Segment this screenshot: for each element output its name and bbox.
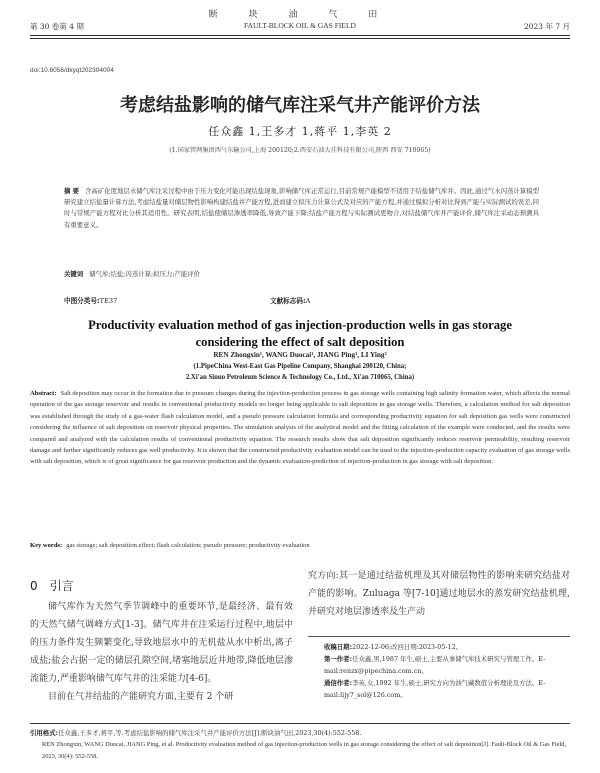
- footnote-rule: [308, 636, 570, 637]
- body-paragraph: 储气库作为天然气季节调峰中的重要环节,是最经济、最有效的天然气储气调峰方式[1-3]。储气库井在注采运行过程中,地层中的压力条件发生频繁变化,导致地层水中的无机盐从水中析出,离子成盐;盐会占据一定的储层孔隙空间,堵塞地层近井地带,降低地层渗流能力,严重影响储气库气井的注采能力[4-6]。: [30, 602, 293, 684]
- body-paragraph: 目前在气井结盐的产能研究方面,主要有 2 个研: [48, 692, 234, 702]
- abstract-text-en: Salt deposition may occur in the formation due to pressure changes during the injection-production process in gas storage wells containing high salinity formation water, which affects the normal operation of the gas storage reservoir and results in conventional productivity models no longer being applicable to salt deposition in gas storage wells. Therefore, a calculation method for salt deposition was established through the study of a gas-water flash calculation model, and a pseudo pressure calculation formula and corresponding productivity equation for salt deposition gas wells were constructed considering the influence of salt deposition on reservoir physical properties. The simulation analysis of the analytical model and the fitting calculation of the example were conducted, and the results were compared and analyzed with the calculation results of conventional productivity equation. The research results show that salt deposition significantly reduces reservoir permeability, resulting reservoir damage and further significantly reduces gas well productivity. It is shown that the constructed productivity evaluation model can be used to the injection-production capacity evaluation of gas storage wells with salt deposition, which is of great significance for gas reservoir production and the dynamic evaluation-prediction of injection-production in gas storage with salt deposition.: [30, 390, 570, 466]
- section-title: 引言: [49, 579, 74, 593]
- affiliation-en-1: (1.PipeChina West-East Gas Pipeline Company, Shanghai 200120, China;: [193, 363, 407, 370]
- article-footnote: [324, 641, 570, 701]
- abstract-en: [30, 388, 570, 468]
- clc-number: 中图分类号:TE37: [64, 297, 118, 305]
- keywords-en: [30, 542, 570, 549]
- citation-format: [30, 727, 570, 763]
- keywords-label-cn: 关键词: [64, 270, 84, 278]
- authors-cn: 任众鑫 1,王多才 1,蒋平 1,李英 2: [208, 125, 392, 138]
- keywords-text-en: gas storage; salt deposition effect; flash calculation; pseudo pressure; productivity evaluation: [66, 542, 310, 549]
- document-code: 文献标志码:A: [270, 297, 311, 305]
- abstract-cn: [64, 186, 539, 231]
- keywords-label-en: Key words:: [30, 542, 63, 549]
- citation-rule: [30, 723, 570, 724]
- article-title-cn: 考虑结盐影响的储气库注采气井产能评价方法: [120, 95, 480, 116]
- keywords-cn: [64, 269, 539, 280]
- doi: doi:10.6056/dkyqt202304004: [30, 67, 114, 74]
- affiliation-en-2: 2.Xi'an Sinuo Petroleum Science & Technology Co., Ltd., Xi'an 710065, China): [185, 374, 415, 381]
- abstract-text-cn: 含高矿化度地层水储气库注采过程中由于压力变化可能出现结盐现象,影响储气库正常运行,目前常规产能模型不适用于结盐储气库井。因此,通过气水闪蒸计算模型研究建立结盐量计算方法,考虑结盐量对储层物性影响构建结盐井产能方程,进而建立拟压力计算公式及对应的产能方程,并通过模拟分析对比得到产能与实际测试的误差,同时与常规产能方程对比分析其适用性。研究表明,结盐使储层渗透率降低,导致产能下降;结盐产能方程与实际测试更吻合,对结盐储气库井产能评价,储气库注采动态预测具有重要意义。: [64, 187, 539, 229]
- keywords-text-cn: 储气库;结盐;闪蒸计算;拟压力;产能评价: [89, 270, 201, 278]
- abstract-label-cn: 摘 要: [64, 187, 80, 195]
- corresponding-author-note: 通信作者:李英,女,1992 年生,硕士,研究方向为油气藏数值分析理论及方法。E-mail:lijy7_sol@126.com。: [324, 679, 546, 699]
- affiliations-cn: (1.国家管网集团西气东输公司,上海 200120;2.西安石油大佳科技有限公司,陕西 西安 710065): [169, 147, 431, 154]
- abstract-label-en: Abstract:: [30, 390, 57, 397]
- first-author-note: 第一作者:任众鑫,男,1987 年生,硕士,主要从事储气库技术研究与管理工作。E-mail:renzx@pipechina.com.cn。: [324, 655, 546, 675]
- authors-en: REN Zhongxin¹, WANG Duocai¹, JIANG Ping¹, LI Ying²: [213, 351, 387, 359]
- body-column-right: [308, 567, 570, 621]
- body-column-left: [30, 598, 293, 706]
- volume-issue: 第 30 卷第 4 期: [30, 22, 84, 31]
- citation-cn: 引用格式:任众鑫,王多才,蒋平,等.考虑结盐影响的储气库注采气井产能评价方法[J].断块油气田,2023,30(4):552-558.: [30, 729, 362, 737]
- body-paragraph: 究方向:其一是通过结盐机理及其对储层物性的影响来研究结盐对产能的影响。Zuluaga 等[7-10]通过地层水的蒸发研究结盐机理,并研究对地层渗透率及生产动: [308, 571, 570, 617]
- article-title-en: Productivity evaluation method of gas injection-production wells in gas storage considering the effect of salt deposition: [88, 318, 512, 349]
- header-rule-bottom: [30, 38, 570, 39]
- section-heading-intro: [30, 577, 74, 594]
- received-dates: 收稿日期:2022-12-06;改回日期:2023-05-12。: [324, 643, 463, 651]
- header-rule-top: [30, 35, 570, 36]
- citation-en: REN Zhongxin, WANG Duocai, JIANG Ping, et al. Productivity evaluation method of gas injection-production wells in gas storage considering the effect of salt deposition[J]. Fault-Block Oil & Gas Field, 2023, 30(4): 552-558.: [42, 741, 567, 760]
- journal-name-en: FAULT-BLOCK OIL & GAS FIELD: [244, 21, 356, 30]
- running-header: [30, 19, 570, 33]
- issue-date: 2023 年 7 月: [523, 22, 570, 31]
- running-header-journal-cn: 断 块 油 气 田: [208, 10, 392, 20]
- section-number: 0: [30, 579, 38, 593]
